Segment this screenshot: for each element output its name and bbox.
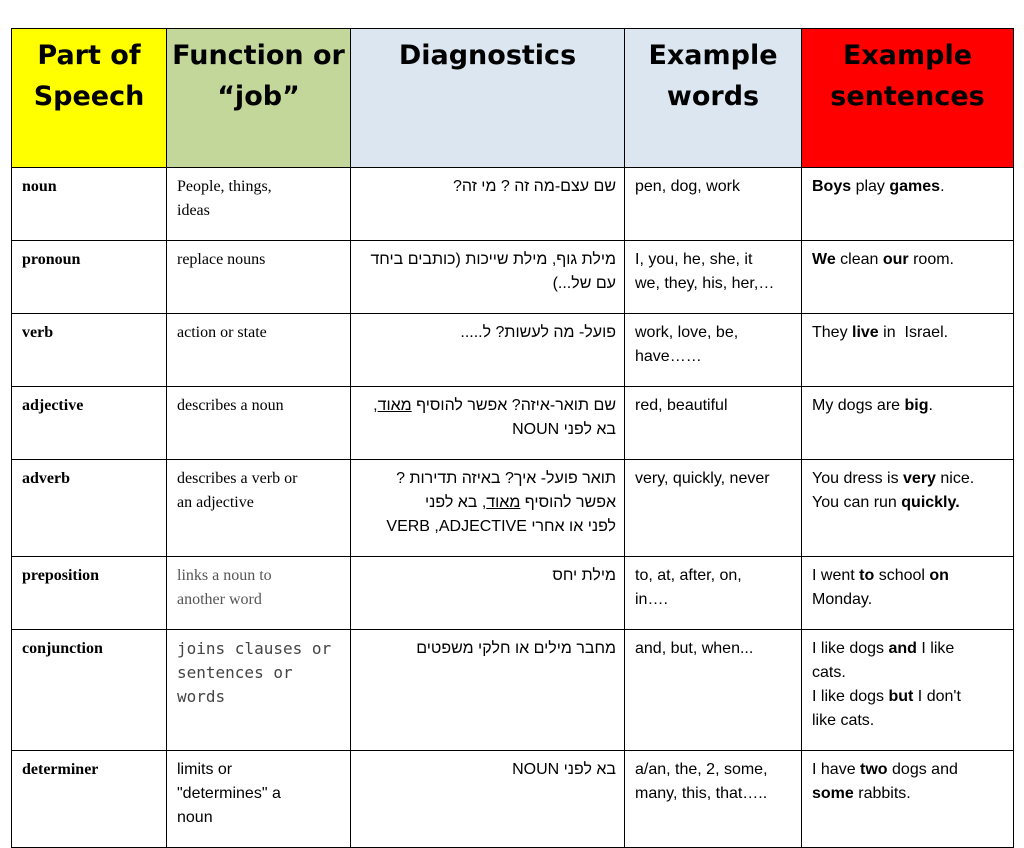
sentence-text: in Israel.: [878, 324, 949, 341]
emphasized-word: our: [882, 251, 909, 268]
emphasized-word: very: [903, 470, 936, 487]
example-words-line: work, love, be,: [635, 324, 739, 341]
sentence-text: play: [851, 178, 890, 195]
sentence-text: They: [812, 324, 853, 341]
function-line: action or state: [177, 324, 267, 341]
example-words-line: have……: [635, 348, 702, 365]
header-part-of-speech: [12, 29, 167, 168]
sentence-text: My dogs are: [812, 397, 905, 414]
example-words-line: and, but, when...: [635, 640, 754, 657]
example-sentence-cell: [802, 751, 1014, 848]
example-sentence-cell: [802, 557, 1014, 630]
sentence-text: rabbits.: [853, 785, 911, 802]
header-function-line2: “job”: [217, 81, 300, 112]
example-sentence-line: [812, 491, 1005, 515]
example-sentence-cell: [802, 460, 1014, 557]
diagnostics-line: פועל- מה לעשות? ל.....: [460, 324, 616, 341]
function-line: sentences or: [177, 663, 293, 682]
example-sentence-line: [812, 661, 1005, 685]
parts-of-speech-table: [11, 28, 1014, 848]
example-words-line: in….: [635, 591, 668, 608]
diagnostics-text: שם תואר-איזה? אפשר להוסיף: [411, 397, 616, 414]
emphasized-word: live: [852, 324, 879, 341]
example-sentence-line: [812, 588, 1005, 612]
function-cell: [167, 168, 351, 241]
example-sentence-line: [812, 394, 1005, 418]
emphasized-word: two: [860, 761, 888, 778]
diagnostics-cell: [351, 241, 625, 314]
sentence-text: nice.: [935, 470, 975, 487]
function-line: joins clauses or: [177, 639, 332, 658]
diagnostics-line: שם עצם-מה זה ? מי זה?: [452, 178, 616, 195]
diagnostics-cell: [351, 751, 625, 848]
function-line: describes a verb or: [177, 470, 298, 487]
example-words-line: very, quickly, never: [635, 470, 770, 487]
example-words-cell: [625, 460, 802, 557]
header-example-words-line2: words: [666, 81, 760, 112]
diagnostics-cell: [351, 557, 625, 630]
function-line: noun: [177, 809, 213, 826]
emphasized-word: games: [889, 178, 941, 195]
function-line: links a noun to: [177, 567, 272, 584]
diagnostics-underlined-word: מאוד: [377, 397, 412, 414]
header-example-sentences: [802, 29, 1014, 168]
diagnostics-line: מילת יחס: [552, 567, 616, 584]
header-row: [12, 29, 1014, 168]
pos-name-cell: noun: [12, 168, 167, 241]
example-words-line: red, beautiful: [635, 397, 728, 414]
example-sentence-line: [812, 321, 1005, 345]
example-words-cell: [625, 630, 802, 751]
header-diagnostics-label: Diagnostics: [398, 40, 577, 71]
example-sentence-cell: [802, 387, 1014, 460]
sentence-text: I went: [812, 567, 860, 584]
function-cell: [167, 314, 351, 387]
sentence-text: I have: [812, 761, 861, 778]
emphasized-word: but: [888, 688, 914, 705]
sentence-text: I don't: [913, 688, 961, 705]
sentence-text: dogs and: [887, 761, 958, 778]
diagnostics-text: ,: [373, 397, 378, 414]
sentence-text: I like: [916, 640, 955, 657]
diagnostics-underlined-word: מאוד: [486, 494, 521, 511]
diagnostics-text: , בא לפני: [425, 494, 487, 511]
example-sentence-line: [812, 709, 1005, 733]
sentence-text: I like dogs: [812, 640, 889, 657]
pos-name-cell: adjective: [12, 387, 167, 460]
example-words-line: a/an, the, 2, some,: [635, 761, 768, 778]
table-row-verb: [12, 314, 1014, 387]
emphasized-word: quickly.: [901, 494, 960, 511]
function-line: describes a noun: [177, 397, 284, 414]
emphasized-word: on: [929, 567, 949, 584]
example-sentence-line: [812, 248, 1005, 272]
example-words-line: many, this, that…..: [635, 785, 768, 802]
sentence-text: You can run: [812, 494, 902, 511]
emphasized-word: and: [888, 640, 917, 657]
sentence-text: Monday.: [812, 591, 873, 608]
table-row-determiner: [12, 751, 1014, 848]
pos-name-cell: verb: [12, 314, 167, 387]
sentence-text: cats.: [812, 664, 846, 681]
header-part-of-speech-line2: Speech: [33, 81, 145, 112]
function-cell: [167, 387, 351, 460]
function-line: an adjective: [177, 494, 254, 511]
example-sentence-line: [812, 467, 1005, 491]
diagnostics-text: אפשר להוסיף: [520, 494, 616, 511]
example-words-cell: [625, 168, 802, 241]
sentence-text: .: [928, 397, 933, 414]
header-function-line1: Function or: [172, 40, 345, 71]
function-line: replace nouns: [177, 251, 266, 268]
diagnostics-line: לפני או אחרי VERB ,ADJECTIVE: [386, 518, 616, 535]
function-line: "determines" a: [177, 785, 281, 802]
example-words-cell: [625, 387, 802, 460]
example-words-cell: [625, 751, 802, 848]
example-words-line: to, at, after, on,: [635, 567, 742, 584]
sentence-text: school: [874, 567, 930, 584]
table-row-pronoun: [12, 241, 1014, 314]
emphasized-word: to: [859, 567, 875, 584]
emphasized-word: We: [812, 251, 836, 268]
pos-name-cell: adverb: [12, 460, 167, 557]
diagnostics-line: [361, 491, 616, 515]
example-sentence-line: [812, 782, 1005, 806]
function-cell: [167, 241, 351, 314]
function-cell: [167, 460, 351, 557]
sentence-text: like cats.: [812, 712, 875, 729]
table-row-noun: [12, 168, 1014, 241]
table-row-adjective: [12, 387, 1014, 460]
function-line: limits or: [177, 761, 233, 778]
diagnostics-cell: [351, 460, 625, 557]
sentence-text: I like dogs: [812, 688, 889, 705]
diagnostics-line: עם של...): [552, 275, 616, 292]
example-words-line: we, they, his, her,…: [635, 275, 775, 292]
diagnostics-line: בא לפני NOUN: [512, 761, 616, 778]
function-cell: [167, 557, 351, 630]
example-sentence-line: [812, 685, 1005, 709]
sentence-text: You dress is: [812, 470, 904, 487]
pos-name-cell: pronoun: [12, 241, 167, 314]
table-row-adverb: [12, 460, 1014, 557]
diagnostics-line: מחבר מילים או חלקי משפטים: [416, 640, 616, 657]
diagnostics-line: [361, 394, 616, 418]
example-words-cell: [625, 557, 802, 630]
example-words-line: I, you, he, she, it: [635, 251, 753, 268]
sentence-text: clean: [835, 251, 883, 268]
sentence-text: .: [940, 178, 945, 195]
example-sentence-line: [812, 175, 1005, 199]
table-row-conjunction: [12, 630, 1014, 751]
diagnostics-cell: [351, 630, 625, 751]
example-words-line: pen, dog, work: [635, 178, 740, 195]
emphasized-word: big: [904, 397, 929, 414]
emphasized-word: some: [812, 785, 854, 802]
header-part-of-speech-line1: Part of: [37, 40, 141, 71]
example-sentence-cell: [802, 314, 1014, 387]
pos-name-cell: conjunction: [12, 630, 167, 751]
header-function: [167, 29, 351, 168]
pos-name-cell: determiner: [12, 751, 167, 848]
function-line: another word: [177, 591, 262, 608]
function-line: words: [177, 687, 226, 706]
header-example-words-line1: Example: [648, 40, 778, 71]
function-cell: [167, 630, 351, 751]
function-cell: [167, 751, 351, 848]
diagnostics-line: תואר פועל- איך? באיזה תדירות ?: [396, 470, 616, 487]
sentence-text: room.: [908, 251, 954, 268]
example-words-cell: [625, 314, 802, 387]
diagnostics-cell: [351, 168, 625, 241]
example-sentence-line: [812, 637, 1005, 661]
example-words-cell: [625, 241, 802, 314]
example-sentence-cell: [802, 630, 1014, 751]
function-line: ideas: [177, 202, 210, 219]
example-sentence-line: [812, 758, 1005, 782]
diagnostics-cell: [351, 314, 625, 387]
emphasized-word: Boys: [812, 178, 852, 195]
pos-name-cell: preposition: [12, 557, 167, 630]
diagnostics-line: בא לפני NOUN: [512, 421, 616, 438]
diagnostics-line: מילת גוף, מילת שייכות (כותבים ביחד: [370, 251, 616, 268]
example-sentence-line: [812, 564, 1005, 588]
diagnostics-cell: [351, 387, 625, 460]
header-diagnostics: [351, 29, 625, 168]
header-example-sentences-line2: sentences: [830, 81, 985, 112]
example-sentence-cell: [802, 241, 1014, 314]
header-example-sentences-line1: Example: [842, 40, 973, 71]
table-row-preposition: [12, 557, 1014, 630]
function-line: People, things,: [177, 178, 272, 195]
example-sentence-cell: [802, 168, 1014, 241]
header-example-words: [625, 29, 802, 168]
